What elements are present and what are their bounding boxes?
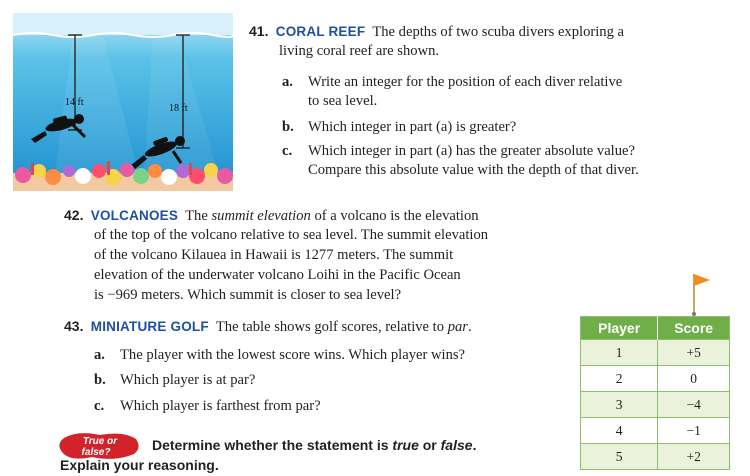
summit-elevation-term: summit elevation — [211, 208, 311, 224]
golf-scores-table — [580, 316, 730, 470]
diver-2-depth-label: 18 ft — [169, 103, 188, 114]
table-header-row — [581, 317, 730, 340]
problem-42-line2: of the top of the volcano relative to sea level. The summit elevation — [94, 227, 489, 243]
problem-43-part-b — [94, 371, 255, 391]
table-row — [581, 366, 730, 392]
problem-42-heading: VOLCANOES — [90, 208, 179, 223]
problem-42-line5: is −969 meters. Which summit is closer to sea level? — [94, 287, 402, 303]
problem-42-text-pre: The — [185, 208, 208, 224]
badge-line1: True or — [82, 436, 118, 447]
problem-42-number: 42. — [64, 207, 84, 223]
problem-41-heading: CORAL REEF — [275, 24, 366, 39]
diver-1-depth-label: 14 ft — [65, 97, 84, 108]
score-cell: 0 — [658, 366, 730, 392]
column-header-score: Score — [658, 317, 730, 340]
prompt-false: false — [440, 437, 473, 453]
player-cell: 2 — [581, 366, 658, 392]
part-a-letter: a. — [94, 347, 105, 363]
true-false-prompt — [152, 436, 476, 456]
score-cell: +2 — [658, 444, 730, 470]
problem-42-line4: elevation of the underwater volcano Loihi in the Pacific Ocean — [94, 267, 461, 283]
score-cell: −4 — [658, 392, 730, 418]
table-row — [581, 340, 730, 366]
problem-43-intro-text: The table shows golf scores, relative to — [215, 319, 445, 335]
coral-reef-illustration — [13, 13, 233, 191]
golf-flag-icon — [688, 270, 714, 316]
problem-43-part-c — [94, 397, 321, 417]
problem-42-text-post: of a volcano is the elevation — [314, 208, 479, 224]
player-cell: 5 — [581, 444, 658, 470]
part-a-letter: a. — [282, 74, 293, 90]
table-row — [581, 418, 730, 444]
problem-43-intro — [64, 317, 472, 338]
problem-43-intro-period: . — [467, 319, 472, 335]
prompt-true: true — [392, 437, 419, 453]
true-false-line2: Explain your reasoning. — [60, 457, 219, 473]
score-cell: −1 — [658, 418, 730, 444]
part-b-text: Which integer in part (a) is greater? — [308, 119, 517, 135]
badge-line2: false? — [81, 447, 111, 458]
problem-41-part-b — [282, 118, 516, 138]
table-row — [581, 392, 730, 418]
prompt-text: Determine whether the statement is — [152, 437, 389, 453]
problem-41-intro-line2: living coral reef are shown. — [279, 43, 440, 59]
par-term: par — [447, 319, 468, 335]
part-a-text: The player with the lowest score wins. Which player wins? — [120, 347, 466, 363]
problem-41-number: 41. — [249, 23, 269, 39]
problem-41-intro-text: The depths of two scuba divers exploring a — [372, 24, 625, 40]
column-header-player: Player — [581, 317, 658, 340]
problem-41-part-c — [282, 142, 635, 162]
problem-41-part-c-line2: Compare this absolute value with the depth of that diver. — [308, 162, 639, 178]
problem-42-line3: of the volcano Kilauea in Hawaii is 1277 meters. The summit — [94, 247, 454, 263]
coral-reef-scene — [13, 13, 233, 191]
part-c-letter: c. — [94, 398, 105, 414]
player-cell: 1 — [581, 340, 658, 366]
problem-41-part-a — [282, 73, 622, 93]
part-b-letter: b. — [94, 372, 106, 388]
prompt-or: or — [422, 437, 437, 453]
table-row — [581, 444, 730, 470]
problem-41-part-a-line2: to sea level. — [308, 93, 378, 109]
part-c-letter: c. — [282, 143, 293, 159]
part-b-text: Which player is at par? — [120, 372, 256, 388]
problem-42-line1 — [64, 206, 479, 227]
score-cell: +5 — [658, 340, 730, 366]
player-cell: 3 — [581, 392, 658, 418]
part-c-text: Which integer in part (a) has the greater absolute value? — [308, 143, 635, 159]
problem-43-heading: MINIATURE GOLF — [90, 319, 209, 334]
part-a-text: Write an integer for the position of each diver relative — [308, 74, 623, 90]
player-cell: 4 — [581, 418, 658, 444]
part-c-text: Which player is farthest from par? — [120, 398, 321, 414]
problem-43-part-a — [94, 346, 465, 366]
prompt-period: . — [472, 437, 477, 453]
part-b-letter: b. — [282, 119, 294, 135]
problem-43-number: 43. — [64, 318, 84, 334]
problem-41-intro-line1 — [249, 22, 624, 43]
